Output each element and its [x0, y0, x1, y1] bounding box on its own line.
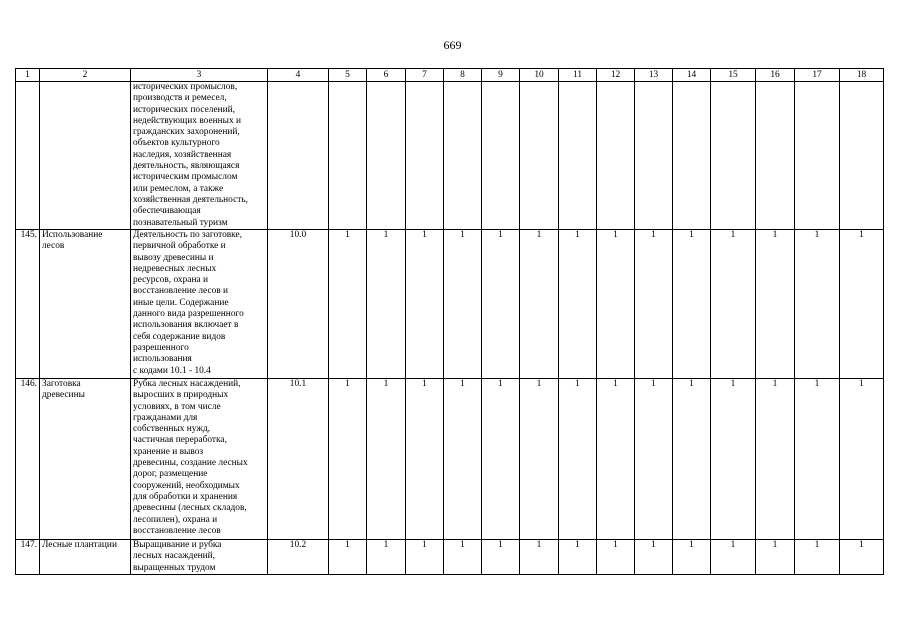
zone-value-cell: 1	[597, 230, 635, 379]
zone-value-cell	[444, 82, 482, 230]
zone-value-cell: 1	[482, 540, 520, 575]
use-type-name: Использование лесов	[40, 230, 131, 379]
page-number: 669	[443, 38, 462, 52]
column-header-8: 8	[444, 69, 482, 82]
use-type-code: 10.0	[268, 230, 329, 379]
column-header-11: 11	[559, 69, 597, 82]
column-number-header	[16, 69, 884, 82]
use-type-name	[40, 82, 131, 230]
column-header-15: 15	[711, 69, 756, 82]
zone-value-cell: 1	[635, 540, 673, 575]
zone-value-cell: 1	[795, 540, 840, 575]
zone-value-cell: 1	[673, 379, 711, 540]
zone-value-cell: 1	[711, 540, 756, 575]
zone-value-cell: 1	[673, 540, 711, 575]
zone-value-cell: 1	[597, 379, 635, 540]
zone-value-cell	[840, 82, 884, 230]
zone-value-cell: 1	[840, 230, 884, 379]
zone-value-cell	[367, 82, 406, 230]
column-header-9: 9	[482, 69, 520, 82]
zone-value-cell: 1	[444, 230, 482, 379]
zone-value-cell: 1	[520, 379, 559, 540]
table-row	[16, 82, 884, 230]
zone-value-cell: 1	[444, 379, 482, 540]
column-header-12: 12	[597, 69, 635, 82]
column-header-6: 6	[367, 69, 406, 82]
zone-value-cell	[711, 82, 756, 230]
use-type-name: Лесные плантации	[40, 540, 131, 575]
zone-value-cell	[635, 82, 673, 230]
zone-value-cell: 1	[756, 379, 795, 540]
land-use-table	[15, 68, 884, 575]
zone-value-cell: 1	[673, 230, 711, 379]
use-type-description: исторических промыслов, производств и ремесел, исторических поселений, недействующих военных и гражданских захоронений, объектов культурного наследия, хозяйственная деятельность, являющаяся историческим промыслом или ремеслом, а также хозяйственная деятельность, обеспечивающая познавательный туризм	[131, 82, 268, 230]
use-type-code: 10.1	[268, 379, 329, 540]
zone-value-cell: 1	[711, 379, 756, 540]
zone-value-cell: 1	[444, 540, 482, 575]
zone-value-cell: 1	[559, 379, 597, 540]
zone-value-cell: 1	[795, 230, 840, 379]
row-number: 147.	[16, 540, 40, 575]
zone-value-cell: 1	[329, 379, 367, 540]
zone-value-cell: 1	[559, 230, 597, 379]
column-header-3: 3	[131, 69, 268, 82]
zone-value-cell	[673, 82, 711, 230]
zone-value-cell: 1	[635, 230, 673, 379]
zone-value-cell: 1	[756, 230, 795, 379]
zone-value-cell: 1	[482, 230, 520, 379]
column-header-16: 16	[756, 69, 795, 82]
zone-value-cell	[597, 82, 635, 230]
use-type-description: Выращивание и рубка лесных насаждений, выращенных трудом	[131, 540, 268, 575]
column-header-10: 10	[520, 69, 559, 82]
use-type-code	[268, 82, 329, 230]
zone-value-cell	[406, 82, 444, 230]
column-header-14: 14	[673, 69, 711, 82]
zone-value-cell: 1	[406, 540, 444, 575]
zone-value-cell: 1	[406, 230, 444, 379]
zone-value-cell: 1	[367, 540, 406, 575]
column-header-4: 4	[268, 69, 329, 82]
zone-value-cell	[329, 82, 367, 230]
zone-value-cell: 1	[329, 230, 367, 379]
zone-value-cell: 1	[406, 379, 444, 540]
zone-value-cell: 1	[840, 540, 884, 575]
use-type-description: Рубка лесных насаждений, выросших в природных условиях, в том числе гражданами для собственных нужд, частичная переработка, хранение и вывоз древесины, создание лесных дорог, размещение сооружений, необходимых для обработки и хранения древесины (лесных складов, лесопилен), охрана и восстановление лесов	[131, 379, 268, 540]
column-header-18: 18	[840, 69, 884, 82]
row-number: 145.	[16, 230, 40, 379]
zone-value-cell: 1	[482, 379, 520, 540]
zone-value-cell: 1	[559, 540, 597, 575]
zone-value-cell: 1	[795, 379, 840, 540]
zone-value-cell: 1	[597, 540, 635, 575]
column-header-2: 2	[40, 69, 131, 82]
table-row	[16, 230, 884, 379]
zone-value-cell: 1	[711, 230, 756, 379]
zone-value-cell: 1	[840, 379, 884, 540]
use-type-description: Деятельность по заготовке, первичной обработке и вывозу древесины и недревесных лесных ресурсов, охрана и восстановление лесов и иные цели. Содержание данного вида разрешенного использования включает в себя содержание видов разрешенного использования с кодами 10.1 - 10.4	[131, 230, 268, 379]
zone-value-cell: 1	[635, 379, 673, 540]
zone-value-cell	[756, 82, 795, 230]
zone-value-cell: 1	[520, 540, 559, 575]
column-header-7: 7	[406, 69, 444, 82]
zone-value-cell	[520, 82, 559, 230]
column-header-17: 17	[795, 69, 840, 82]
row-number: 146.	[16, 379, 40, 540]
row-number	[16, 82, 40, 230]
zone-value-cell: 1	[520, 230, 559, 379]
column-header-5: 5	[329, 69, 367, 82]
table-row	[16, 540, 884, 575]
use-type-name: Заготовка древесины	[40, 379, 131, 540]
zone-value-cell	[795, 82, 840, 230]
zone-value-cell: 1	[329, 540, 367, 575]
zone-value-cell: 1	[367, 230, 406, 379]
column-header-1: 1	[16, 69, 40, 82]
zone-value-cell: 1	[756, 540, 795, 575]
zone-value-cell	[559, 82, 597, 230]
column-header-13: 13	[635, 69, 673, 82]
zone-value-cell: 1	[367, 379, 406, 540]
use-type-code: 10.2	[268, 540, 329, 575]
table-row	[16, 379, 884, 540]
zone-value-cell	[482, 82, 520, 230]
